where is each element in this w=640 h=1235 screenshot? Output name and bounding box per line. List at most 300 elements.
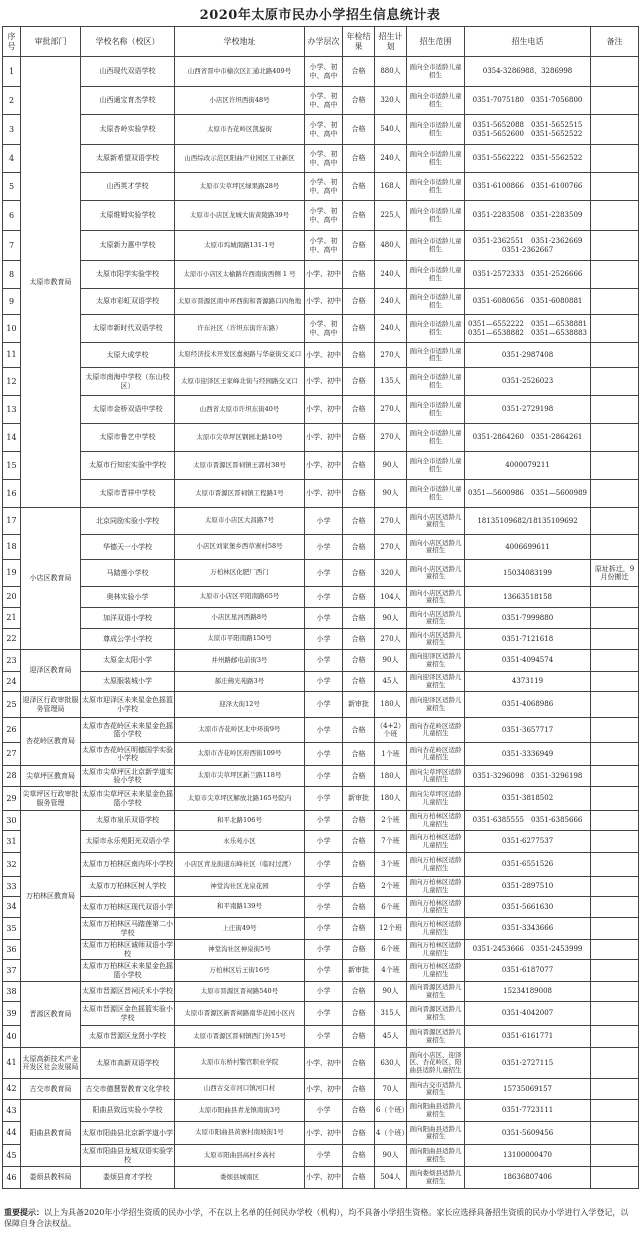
school-name-cell: 太原金太阳小学 [81,650,175,672]
table-row [3,960,639,982]
table-row [3,918,639,940]
address-cell: 小店区刘家堡乡西草寨村58号 [175,535,305,560]
plan-cell: 270人 [375,535,407,560]
phone-cell: 0351-3336949 [465,743,591,766]
scope-cell: 面向杏花岭区适龄儿童招生 [407,718,465,743]
scope-cell: 面向全市适龄儿童招生 [407,368,465,396]
phone-cell: 18636807406 [465,1167,591,1189]
header-cell: 招生范围 [407,27,465,57]
plan-cell: 3个班 [375,853,407,877]
row-number-cell: 22 [3,629,21,650]
phone-cell: 0351-2897510 [465,877,591,897]
phone-cell: 0351-6551526 [465,853,591,877]
table-row [3,877,639,897]
phone-cell: 0351—6552222 0351—6538881 0351—6538882 0351—6538883 [465,315,591,343]
remark-cell [591,1079,639,1100]
footer-text: 以上为具备2020年小学招生资质的民办小学，不在以上名单的任何民办学校（机构），均不具备小学招生资格。家长应选择具备招生资质的民办小学进行入学登记，以保障自身合法权益。 [4,1208,629,1228]
plan-cell: （4+2）个班 [375,718,407,743]
level-cell: 小学 [305,692,343,718]
school-name-cell: 太原市万柏林区南内环小学校 [81,853,175,877]
school-name-cell: 太原维姆实验学校 [81,201,175,231]
remark-cell [591,897,639,918]
row-number-cell: 43 [3,1100,21,1122]
address-cell: 迎泽大街12号 [175,692,305,718]
school-name-cell: 太原市晋源区金色摇篮实验小学校 [81,1002,175,1026]
scope-cell: 面向全市适龄儿童招生 [407,145,465,173]
row-number-cell: 10 [3,315,21,343]
remark-cell [591,173,639,201]
row-number-cell: 24 [3,672,21,692]
result-cell: 合格 [343,480,375,508]
row-number-cell: 32 [3,853,21,877]
remark-cell: 原址拆迁，9月份搬迁 [591,560,639,587]
row-number-cell: 13 [3,396,21,424]
table-row [3,608,639,629]
school-name-cell: 太原市万柏林区诚师双语小学校 [82,941,173,958]
table-row [3,692,639,718]
plan-cell: 90人 [375,982,407,1002]
school-name-cell: 太原市南海中学校（东山校区） [81,368,175,396]
result-cell: 合格 [343,535,375,560]
phone-cell: 0351-4068986 [465,692,591,718]
address-cell: 太原市晋源区晋祠镇工程路1号 [175,480,305,508]
level-cell: 小学、初中 [305,1048,343,1079]
result-cell: 合格 [343,368,375,396]
address-cell: 和平南路139号 [175,897,305,918]
table-row [3,1100,639,1122]
department-cell: 娄烦县教科局 [21,1167,81,1189]
plan-cell: 240人 [375,289,407,315]
row-number-cell: 14 [3,424,21,452]
scope-cell: 面向小店区适龄儿童招生 [407,560,465,587]
plan-cell: 880人 [375,57,407,87]
row-number-cell: 34 [3,897,21,918]
plan-cell: 4个班 [375,960,407,982]
header-cell: 序号 [3,27,21,57]
plan-cell: 7个班 [375,831,407,853]
table-body [3,57,639,1189]
phone-cell: 0351-5652088 0351-5652515 0351-5652600 0351-5652522 [465,115,591,145]
table-row [3,368,639,396]
school-name-cell: 太原市尖草坪区未来星金色摇篮小学校 [81,787,175,811]
level-cell: 小学 [305,650,343,672]
result-cell: 合格 [343,1079,375,1100]
remark-cell [591,608,639,629]
scope-cell: 面向小店区适龄儿童招生 [407,587,465,608]
department-cell: 太原市教育局 [21,57,81,508]
result-cell: 合格 [343,766,375,787]
plan-cell: 70人 [375,1079,407,1100]
department-cell: 小店区教育局 [21,508,81,650]
phone-cell: 0351-3818502 [465,787,591,811]
school-name-cell: 华德天一小学校 [81,535,175,560]
table-row [3,650,639,672]
table-row [3,629,639,650]
table-row [3,201,639,231]
remark-cell [591,960,639,982]
remark-cell [591,87,639,115]
result-cell: 合格 [343,853,375,877]
scope-cell: 面向全市适龄儿童招生 [407,87,465,115]
remark-cell [591,877,639,897]
department-cell: 太原高新技术产业开发区社会发展局 [21,1048,81,1079]
result-cell: 新审批 [343,960,375,982]
phone-cell: 0351-6385555 0351-6385666 [465,811,591,831]
address-cell: 太原市尖草坪区绿果路28号 [175,173,305,201]
plan-cell: 504人 [375,1167,407,1189]
school-name-cell: 太原市万柏林区马踏莲第二小学校 [81,918,175,940]
result-cell: 新审批 [343,692,375,718]
remark-cell [591,811,639,831]
header-cell: 招生计划 [375,27,407,57]
remark-cell [591,982,639,1002]
plan-cell: 90人 [375,650,407,672]
school-name-cell: 太原市鲁艺中学校 [81,424,175,452]
scope-cell: 面向小店区适龄儿童招生 [407,629,465,650]
plan-cell: 90人 [375,452,407,480]
row-number-cell: 26 [3,718,21,743]
plan-cell: 320人 [375,560,407,587]
scope-cell: 面向小店区适龄儿童招生 [407,508,465,535]
level-cell: 小学 [305,787,343,811]
school-name-cell: 北京同励实验小学校 [81,508,175,535]
result-cell: 合格 [343,811,375,831]
school-name-cell: 太原服装城小学 [81,672,175,692]
department-cell: 万柏林区教育局 [21,811,81,982]
department-cell: 古交市教育局 [21,1079,81,1100]
result-cell: 合格 [343,145,375,173]
page-title: 2020年太原市民办小学招生信息统计表 [199,8,441,23]
phone-cell: 18135109682/18135109692 [465,508,591,535]
row-number-cell: 36 [3,940,21,960]
table-row [3,145,639,173]
level-cell: 小学 [305,560,343,587]
result-cell: 合格 [343,940,375,960]
result-cell: 合格 [343,424,375,452]
scope-cell: 面向全市适龄儿童招生 [407,173,465,201]
address-cell: 神堂沟社区神泉街5号 [175,940,305,960]
scope-cell: 面向全市适龄儿童招生 [407,424,465,452]
table-row [3,897,639,918]
school-name-cell: 太原市金桥双语中学校 [81,396,175,424]
plan-cell: 225人 [375,201,407,231]
scope-cell: 面向晋源区适龄儿童招生 [407,1026,465,1048]
phone-cell: 0351-7999880 [465,608,591,629]
row-number-cell: 28 [3,766,21,787]
table-row [3,173,639,201]
phone-cell: 0351-2729198 [465,396,591,424]
table-row [3,115,639,145]
scope-cell: 面向尖草坪区适龄儿童招生 [407,787,465,811]
address-cell: 太原市杏花岭区府西街109号 [175,743,305,766]
address-cell: 永乐苑小区 [175,831,305,853]
result-cell: 合格 [343,608,375,629]
phone-cell: 15735069157 [465,1079,591,1100]
row-number-cell: 31 [3,831,21,853]
remark-cell [591,831,639,853]
school-name-cell: 太原市杏花岭区明德国学实验小学校 [81,743,175,766]
level-cell: 小学 [305,831,343,853]
remark-cell [591,718,639,743]
row-number-cell: 39 [3,1002,21,1026]
plan-cell: 270人 [375,508,407,535]
level-cell: 小学 [305,853,343,877]
scope-cell: 面向迎泽区适龄儿童招生 [407,692,465,718]
result-cell: 合格 [343,57,375,87]
level-cell: 小学 [305,918,343,940]
result-cell: 新审批 [343,787,375,811]
scope-cell: 面向晋源区适龄儿童招生 [407,1002,465,1026]
table-row [3,811,639,831]
scope-cell: 面向小店区适龄儿童招生 [407,535,465,560]
result-cell: 合格 [343,560,375,587]
remark-cell [591,480,639,508]
address-cell: 山西古交市河口镇河口村 [175,1079,305,1100]
remark-cell [591,396,639,424]
remark-cell [591,289,639,315]
address-cell: 山西省太原市许坦东街40号 [175,396,305,424]
level-cell: 小学、初中、高中 [305,57,343,87]
phone-cell: 4373119 [465,672,591,692]
phone-cell: 13100000470 [465,1145,591,1167]
row-number-cell: 7 [3,231,21,261]
address-cell: 并州路邮电前街3号 [175,650,305,672]
phone-cell: 0351-2283508 0351-2283509 [465,201,591,231]
scope-cell: 面向全市适龄儿童招生 [407,115,465,145]
table-row [3,1048,639,1079]
school-name-cell: 尊成公学小学校 [81,629,175,650]
result-cell: 合格 [343,982,375,1002]
plan-cell: 270人 [375,424,407,452]
school-name-cell: 奥林实验小学 [81,587,175,608]
header-cell: 年检结果 [343,27,375,57]
address-cell: 许东社区（许坦东街许东路） [175,315,305,343]
remark-cell [591,508,639,535]
remark-cell [591,587,639,608]
phone-cell: 0354-3286988、3286998 [465,57,591,87]
scope-cell: 面向万柏林区适龄儿童招生 [407,960,465,982]
result-cell: 合格 [343,718,375,743]
table-row [3,508,639,535]
plan-cell: 2个班 [375,877,407,897]
remark-cell [591,918,639,940]
table-row [3,343,639,368]
address-cell: 太原市迎泽区王家峰北街与经园路交叉口 [175,368,305,396]
level-cell: 小学、初中、高中 [305,231,343,261]
level-cell: 小学、初中 [305,396,343,424]
row-number-cell: 16 [3,480,21,508]
result-cell: 合格 [343,650,375,672]
address-cell: 太原市尖草坪区新兰路118号 [175,766,305,787]
remark-cell [591,629,639,650]
remark-cell [591,368,639,396]
row-number-cell: 21 [3,608,21,629]
level-cell: 小学 [305,535,343,560]
result-cell: 合格 [343,231,375,261]
remark-cell [591,1048,639,1079]
row-number-cell: 38 [3,982,21,1002]
row-number-cell: 30 [3,811,21,831]
scope-cell: 面向全市适龄儿童招生 [407,452,465,480]
school-name-cell: 太原市尖草坪区北京新学道实验小学校 [81,766,175,787]
table-row [3,289,639,315]
level-cell: 小学、初中 [305,424,343,452]
school-name-cell: 马踏莲小学校 [81,560,175,587]
school-name-cell: 太原杏岭实验学校 [81,115,175,145]
phone-cell: 0351-6100866 0351-6100766 [465,173,591,201]
phone-cell: 4000079211 [465,452,591,480]
scope-cell: 面向阳曲县适龄儿童招生 [407,1100,465,1122]
level-cell: 小学、初中 [305,343,343,368]
department-cell: 晋源区教育局 [21,982,81,1048]
row-number-cell: 4 [3,145,21,173]
scope-cell: 面向万柏林区适龄儿童招生 [407,831,465,853]
school-name-cell: 加洋双语小学校 [81,608,175,629]
footer-label: 重要提示： [4,1207,44,1217]
school-name-cell: 太原新希望双语学校 [81,145,175,173]
scope-cell: 面向阳曲县适龄儿童招生 [407,1122,465,1145]
remark-cell [591,1100,639,1122]
table-row [3,1122,639,1145]
remark-cell [591,743,639,766]
plan-cell: 168人 [375,173,407,201]
phone-cell: 0351-4042007 [465,1002,591,1026]
remark-cell [591,1122,639,1145]
result-cell: 合格 [343,672,375,692]
row-number-cell: 45 [3,1145,21,1167]
scope-cell: 面向全市适龄儿童招生 [407,343,465,368]
result-cell: 合格 [343,587,375,608]
header-cell: 学校名称（校区） [81,27,175,57]
address-cell: 和平北路106号 [175,811,305,831]
phone-cell: 0351-5609456 [465,1122,591,1145]
department-cell: 尖草坪区行政审批服务管理 [21,787,81,811]
scope-cell: 面向杏花岭区适龄儿童招生 [407,743,465,766]
row-number-cell: 9 [3,289,21,315]
result-cell: 合格 [343,629,375,650]
scope-cell: 面向迎泽区适龄儿童招生 [407,650,465,672]
phone-cell: 0351-2864260 0351-2864261 [465,424,591,452]
address-cell: 万柏林区后王街16号 [175,960,305,982]
address-cell: 太原市晋源区新晋祠路南华花园小区内 [175,1002,305,1026]
level-cell: 小学、初中、高中 [305,201,343,231]
table-row [3,87,639,115]
table-row [3,1145,639,1167]
school-name-cell: 山西通宝育杰学校 [81,87,175,115]
result-cell: 合格 [343,918,375,940]
phone-cell: 0351-6080656 0351-6080881 [465,289,591,315]
plan-cell: 270人 [375,629,407,650]
plan-cell: 2个班 [375,811,407,831]
scope-cell: 面向万柏林区适龄儿童招生 [407,811,465,831]
plan-cell: 630人 [375,1048,407,1079]
row-number-cell: 5 [3,173,21,201]
plan-cell: 104人 [375,587,407,608]
address-cell: 山西综改示范区阳曲产业园区工业新区 [175,145,305,173]
level-cell: 小学 [305,766,343,787]
phone-cell: 0351-2572333 0351-2526666 [465,261,591,289]
phone-cell: 0351-7121618 [465,629,591,650]
table-row [3,672,639,692]
level-cell: 小学、初中 [305,1079,343,1100]
scope-cell: 面向古交市适龄儿童招生 [407,1079,465,1100]
school-name-cell: 阳曲县致远实验小学校 [81,1100,175,1122]
address-cell: 太原市坞城南路131-1号 [175,231,305,261]
level-cell: 小学、初中、高中 [305,145,343,173]
plan-cell: 4（个班） [375,1122,407,1145]
plan-cell: 45人 [375,672,407,692]
address-cell: 小店区青龙街道东峰社区（临时过渡） [175,853,305,877]
remark-cell [591,424,639,452]
remark-cell [591,940,639,960]
phone-cell: 0351-2727115 [465,1048,591,1079]
department-cell: 迎泽区行政审批服务管理局 [21,692,81,718]
phone-cell: 0351-3343666 [465,918,591,940]
table-row [3,587,639,608]
table-row [3,982,639,1002]
phone-cell: 0351-7723111 [465,1100,591,1122]
scope-cell: 面向万柏林区适龄儿童招生 [407,897,465,918]
remark-cell [591,766,639,787]
plan-cell: 135人 [375,368,407,396]
enrollment-table [2,26,639,1189]
result-cell: 合格 [343,1100,375,1122]
remark-cell [591,1002,639,1026]
row-number-cell: 40 [3,1026,21,1048]
level-cell: 小学 [305,877,343,897]
table-row [3,787,639,811]
header-cell: 备注 [591,27,639,57]
row-number-cell: 35 [3,918,21,940]
scope-cell: 面向全市适龄儿童招生 [407,396,465,424]
header-cell: 招生电话 [465,27,591,57]
school-name-cell: 太原市晋祥中学校 [81,480,175,508]
level-cell: 小学 [305,718,343,743]
remark-cell [591,145,639,173]
phone-cell: 13663518158 [465,587,591,608]
plan-cell: 1个班 [375,743,407,766]
level-cell: 小学 [305,1026,343,1048]
address-cell: 太原市尖草坪区解放北路165号院内 [175,787,305,811]
table-row [3,766,639,787]
table-row [3,560,639,587]
address-cell: 小店区星河西路8号 [175,608,305,629]
plan-cell: 315人 [375,1002,407,1026]
table-row [3,743,639,766]
plan-cell: 45人 [375,1026,407,1048]
department-cell: 迎泽区教育局 [21,650,81,692]
plan-cell: 180人 [375,766,407,787]
row-number-cell: 44 [3,1122,21,1145]
phone-cell: 0351-2453666 0351-2453999 [465,940,591,960]
table-row [3,57,639,87]
table-row [3,452,639,480]
scope-cell: 面向全市适龄儿童招生 [407,57,465,87]
remark-cell [591,261,639,289]
level-cell: 小学、初中 [305,480,343,508]
address-cell: 太原市晋源区晋祠镇王郭村38号 [175,452,305,480]
school-name-cell: 太原市晋源区晋祠沃禾小学校 [81,982,175,1002]
phone-cell: 0351-2362551 0351-2362669 0351-2362667 [465,231,591,261]
row-number-cell: 1 [3,57,21,87]
scope-cell: 面向娄烦县适龄儿童招生 [407,1167,465,1189]
level-cell: 小学 [305,960,343,982]
level-cell: 小学 [305,982,343,1002]
result-cell: 合格 [343,1048,375,1079]
row-number-cell: 19 [3,560,21,587]
table-row [3,231,639,261]
level-cell: 小学、初中、高中 [305,173,343,201]
